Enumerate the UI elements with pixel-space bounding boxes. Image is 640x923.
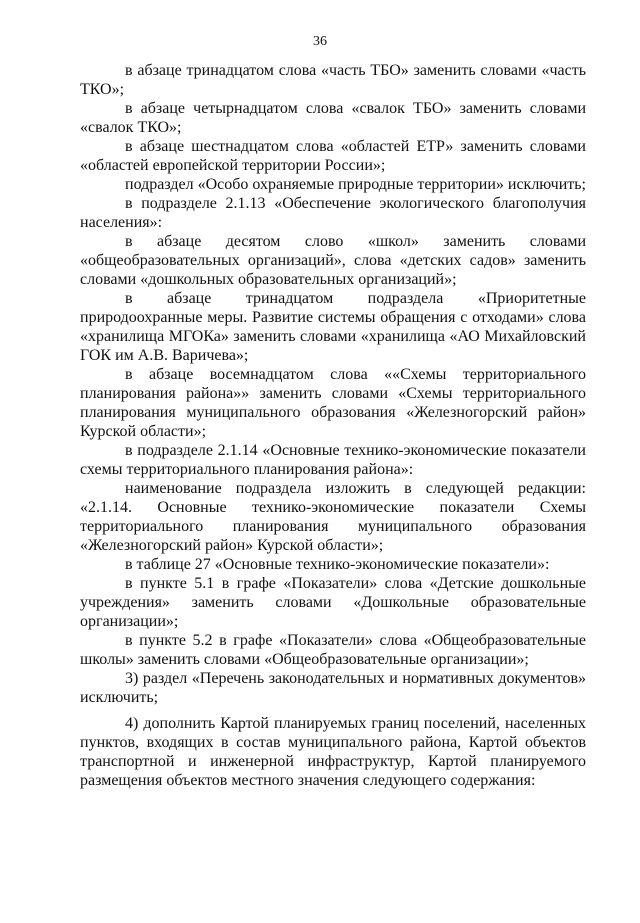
paragraph: в абзаце тринадцатом подраздела «Приоритетные природоохранные меры. Развитие системы обращения с отходами» слова «хранилища МГОКа» заменить словами «хранилища «АО Михайловский ГОК им А.В. Варичева»; [80, 290, 586, 364]
paragraph: наименование подраздела изложить в следующей редакции: «2.1.14. Основные технико-экономические показатели Схемы территориального планирования муниципального образования «Железногорский район» Курской области»; [80, 480, 586, 554]
paragraph: в абзаце шестнадцатом слова «областей ЕТР» заменить словами «областей европейской территории России»; [80, 138, 586, 174]
paragraph: 3) раздел «Перечень законодательных и нормативных документов» исключить; [80, 670, 586, 706]
paragraph: в абзаце десятом слово «школ» заменить словами «общеобразовательных организаций», слова «детских садов» заменить словами «дошкольных образовательных организаций»; [80, 233, 586, 288]
paragraph: в абзаце восемнадцатом слова ««Схемы территориального планирования района»» заменить словами «Схемы территориального планирования муниципального образования «Железногорский район» Курской области»; [80, 366, 586, 440]
page-number: 36 [313, 34, 327, 49]
paragraph: в подразделе 2.1.13 «Обеспечение экологического благополучия населения»: [80, 195, 586, 231]
paragraph: в пункте 5.2 в графе «Показатели» слова «Общеобразовательные школы» заменить словами «Общеобразовательные организации»; [80, 632, 586, 668]
paragraph: в пункте 5.1 в графе «Показатели» слова «Детские дошкольные учреждения» заменить словами «Дошкольные образовательные организации»; [80, 575, 586, 630]
document-body [80, 61, 586, 790]
paragraph: 4) дополнить Картой планируемых границ поселений, населенных пунктов, входящих в состав муниципального района, Картой объектов транспортной и инженерной инфраструктур, Картой планируемого размещения объектов местного значения следующего содержания: [80, 715, 586, 789]
paragraph: в абзаце тринадцатом слова «часть ТБО» заменить словами «часть ТКО»; [80, 62, 586, 98]
paragraph: в таблице 27 «Основные технико-экономические показатели»: [125, 556, 550, 573]
paragraph: подраздел «Особо охраняемые природные территории» исключить; [125, 176, 586, 193]
paragraph: в абзаце четырнадцатом слова «свалок ТБО» заменить словами «свалок ТКО»; [80, 100, 586, 136]
paragraph: в подразделе 2.1.14 «Основные технико-экономические показатели схемы территориального планирования района»: [80, 442, 586, 478]
